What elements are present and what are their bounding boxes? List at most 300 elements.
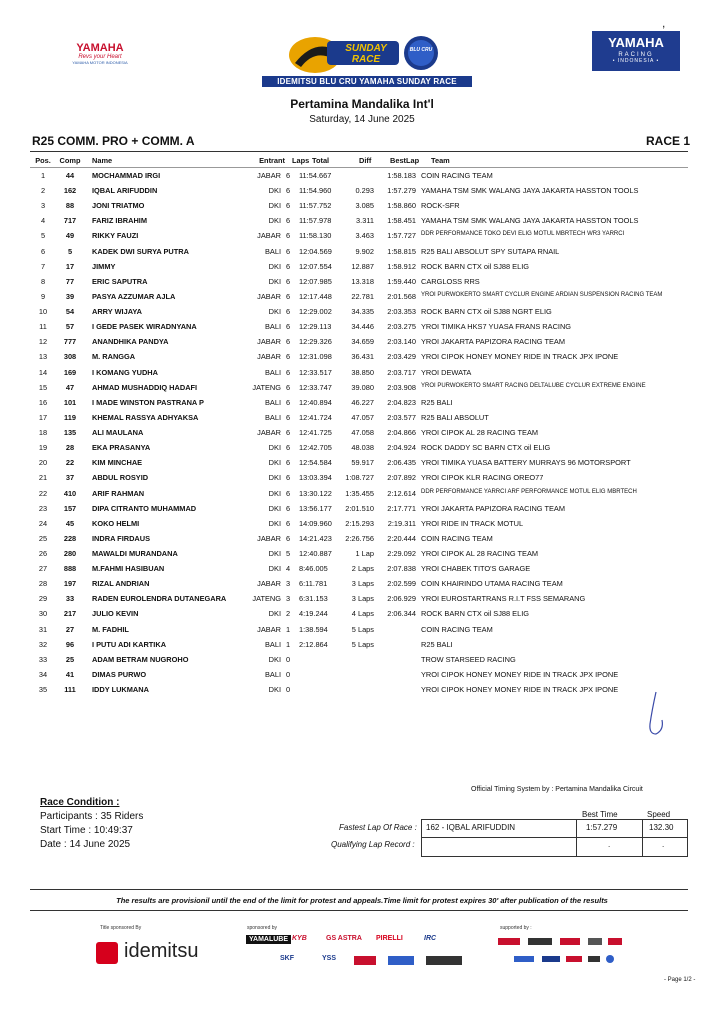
- cell-total: 13:30.122: [299, 488, 332, 498]
- cell-diff: 13.318: [351, 276, 374, 286]
- cell-name: I PUTU ADI KARTIKA: [92, 639, 167, 649]
- cell-comp: 41: [65, 669, 75, 679]
- cell-bestlap: 2:02.599: [387, 579, 416, 589]
- cell-total: 2:12.864: [299, 639, 328, 649]
- cell-pos: 12: [38, 337, 48, 347]
- cell-bestlap: 2:04.924: [387, 443, 416, 453]
- cell-team: YROI CIPOK AL 28 RACING TEAM: [421, 549, 539, 558]
- cell-comp: 157: [63, 503, 77, 513]
- cell-comp: 27: [65, 624, 75, 634]
- cell-laps: 5: [285, 549, 291, 558]
- cell-laps: 3: [285, 594, 291, 604]
- yamaha-racing-logo: [592, 31, 680, 71]
- cell-name: FARIZ IBRAHIM: [92, 216, 148, 226]
- table-row: [0, 473, 724, 487]
- supporter-logo-5: [608, 938, 622, 945]
- cell-entrant: BALI: [264, 322, 281, 332]
- cell-laps: 6: [285, 201, 291, 211]
- table-row: [0, 519, 724, 533]
- cell-pos: 20: [38, 458, 48, 468]
- cell-team: YAMAHA TSM SMK WALANG JAYA JAKARTA HASSTON TOOLS: [421, 216, 639, 226]
- cell-pos: 6: [40, 246, 46, 256]
- cell-bestlap: 1:58.451: [387, 216, 416, 226]
- race-condition-title: Race Condition :: [40, 797, 120, 808]
- cell-total: 8:46.005: [299, 564, 328, 574]
- table-row: [0, 549, 724, 563]
- col-name: Name: [92, 156, 113, 165]
- cell-entrant: BALI: [264, 412, 281, 422]
- cell-total: 4:19.244: [299, 609, 328, 619]
- sponsor-logos: [246, 935, 466, 967]
- cell-laps: 6: [285, 533, 291, 543]
- table-row: [0, 504, 724, 518]
- supporter-logo-8: [566, 956, 582, 962]
- cell-entrant: JABAR: [257, 171, 281, 180]
- cell-laps: 6: [285, 322, 291, 332]
- col-pos: Pos.: [35, 156, 51, 165]
- cell-team: YROI CIPOK AL 28 RACING TEAM: [421, 428, 539, 438]
- cell-entrant: DKI: [268, 443, 281, 453]
- cell-entrant: DKI: [268, 488, 281, 498]
- table-row: [0, 640, 724, 654]
- cell-total: 12:33.747: [299, 382, 332, 392]
- cell-name: ADAM BETRAM NUGROHO: [92, 654, 189, 664]
- cell-team: YROI JAKARTA PAPIZORA RACING TEAM: [421, 503, 566, 513]
- cell-entrant: JATENG: [252, 382, 281, 392]
- cell-team: YROI CIPOK HONEY MONEY RIDE IN TRACK JPX IPONE: [421, 685, 619, 695]
- signature-mark: [642, 690, 672, 740]
- cell-comp: 228: [63, 533, 77, 543]
- cell-laps: 6: [285, 261, 291, 271]
- cell-pos: 25: [38, 533, 48, 543]
- provisional-disclaimer: The results are provisionil until the end of the limit for protest and appeals.Time limit for protest expires 30' after publication of the results: [116, 896, 608, 905]
- cell-comp: 88: [65, 201, 75, 211]
- page-number: - Page 1/2 -: [664, 977, 696, 983]
- blu-cru-badge: BLU CRU: [409, 47, 433, 53]
- cell-pos: 13: [38, 352, 48, 362]
- table-row: [0, 428, 724, 442]
- cell-pos: 28: [38, 579, 48, 589]
- cell-name: AHMAD MUSHADDIQ HADAFI: [92, 382, 198, 392]
- cell-name: M.FAHMI HASIBUAN: [92, 564, 165, 574]
- cell-bestlap: 2:03.275: [387, 322, 416, 332]
- table-row: [0, 277, 724, 291]
- cell-total: 1:38.594: [299, 624, 328, 634]
- cell-entrant: DKI: [268, 201, 281, 211]
- table-row: [0, 609, 724, 623]
- cell-team: YROI PURWOKERTO SMART RACING DELTALUBE CYCLUR EXTREME ENGINE: [421, 382, 646, 389]
- cell-bestlap: 2:03.717: [387, 367, 416, 377]
- cell-diff: 2:01.510: [345, 503, 374, 513]
- cell-diff: 2 Laps: [351, 564, 374, 574]
- col-laps: Laps: [292, 156, 310, 165]
- cell-bestlap: 2:03.140: [387, 337, 416, 347]
- cell-entrant: BALI: [264, 669, 281, 679]
- cell-comp: 217: [63, 609, 77, 619]
- cell-pos: 26: [38, 549, 48, 558]
- cell-bestlap: 2:03.353: [387, 307, 416, 317]
- cell-name: JIMMY: [92, 261, 116, 271]
- cell-team: YROI CIPOK HONEY MONEY RIDE IN TRACK JPX IPONE: [421, 669, 619, 679]
- qualifying-speed-placeholder: .: [662, 840, 665, 849]
- cell-laps: 6: [285, 458, 291, 468]
- best-time-header: Best Time: [582, 810, 618, 819]
- cell-bestlap: 2:17.771: [387, 503, 416, 513]
- table-row: [0, 337, 724, 351]
- table-row: [0, 352, 724, 366]
- sponsor-yss: YSS: [322, 955, 337, 962]
- event-name-banner: IDEMITSU BLU CRU YAMAHA SUNDAY RACE: [262, 76, 472, 87]
- box-col-divider-1: [576, 820, 577, 856]
- cell-team: YROI TIMIKA YUASA BATTERY MURRAYS 96 MOTORSPORT: [421, 458, 631, 468]
- cell-pos: 2: [40, 186, 46, 196]
- cell-laps: 6: [285, 171, 291, 180]
- supporter-logo-2: [528, 938, 552, 945]
- cell-pos: 22: [38, 488, 48, 498]
- cell-comp: 17: [65, 261, 75, 271]
- cell-entrant: DKI: [268, 261, 281, 271]
- cell-bestlap: 1:57.279: [387, 186, 416, 196]
- cell-team: CARGLOSS RRS: [421, 276, 480, 286]
- cell-laps: 6: [285, 276, 291, 286]
- cell-diff: 34.446: [351, 322, 374, 332]
- cell-name: RIKKY FAUZI: [92, 231, 139, 241]
- circuit-name: Pertamina Mandalika Int'l: [290, 97, 434, 111]
- cell-pos: 7: [40, 261, 46, 271]
- cell-entrant: DKI: [268, 609, 281, 619]
- cell-total: 11:54.667: [299, 171, 332, 180]
- cell-entrant: DKI: [268, 564, 281, 574]
- cell-pos: 4: [40, 216, 46, 226]
- cell-bestlap: 2:03.908: [387, 382, 416, 392]
- cell-pos: 10: [38, 307, 48, 317]
- cell-entrant: DKI: [268, 503, 281, 513]
- cell-bestlap: 2:12.614: [387, 488, 416, 498]
- cell-name: ARRY WIJAYA: [92, 307, 142, 317]
- cell-comp: 5: [67, 246, 73, 256]
- table-row: [0, 307, 724, 321]
- cell-laps: 1: [285, 639, 291, 649]
- cell-team: R25 BALI: [421, 397, 453, 407]
- table-row: [0, 383, 724, 397]
- participants-count: Participants : 35 Riders: [40, 811, 144, 822]
- cell-laps: 6: [285, 307, 291, 317]
- table-row: [0, 247, 724, 261]
- cell-laps: 0: [285, 669, 291, 679]
- table-row: [0, 368, 724, 382]
- cell-total: 11:57.752: [299, 201, 332, 211]
- sponsored-by-label: sponsored by: [247, 925, 278, 931]
- cell-diff: 59.917: [351, 458, 374, 468]
- box-divider: [422, 837, 687, 838]
- cell-diff: 3.311: [356, 216, 374, 226]
- cell-name: M. RANGGA: [92, 352, 136, 362]
- cell-comp: 37: [65, 473, 75, 483]
- cell-pos: 1: [40, 171, 46, 180]
- cell-comp: 308: [63, 352, 77, 362]
- supporter-logo-6: [514, 956, 534, 962]
- cell-name: ARIF RAHMAN: [92, 488, 145, 498]
- cell-entrant: DKI: [268, 458, 281, 468]
- cell-laps: 6: [285, 443, 291, 453]
- cell-team: YROI JAKARTA PAPIZORA RACING TEAM: [421, 337, 566, 347]
- cell-name: I KOMANG YUDHA: [92, 367, 158, 377]
- supported-by-label: supported by :: [500, 925, 532, 931]
- footer-divider-bottom: [30, 910, 688, 911]
- cell-laps: 6: [285, 473, 291, 483]
- sponsor-pirelli: PIRELLI: [376, 935, 403, 942]
- cell-team: R25 BALI ABSOLUT SPY SUTAPA RNAIL: [421, 246, 560, 256]
- cell-pos: 17: [38, 412, 48, 422]
- cell-comp: 33: [65, 594, 75, 604]
- cell-pos: 11: [39, 322, 47, 332]
- race-date: Date : 14 June 2025: [40, 839, 131, 850]
- cell-name: JULIO KEVIN: [92, 609, 139, 619]
- cell-team: YROI RIDE IN TRACK MOTUL: [421, 518, 524, 528]
- cell-team: COIN RACING TEAM: [421, 533, 493, 543]
- col-entrant: Entrant: [259, 156, 285, 165]
- supporter-logo-7: [542, 956, 560, 962]
- cell-team: YAMAHA TSM SMK WALANG JAYA JAKARTA HASSTON TOOLS: [421, 186, 639, 196]
- cell-name: KIM MINCHAE: [92, 458, 143, 468]
- cell-team: YROI CIPOK HONEY MONEY RIDE IN TRACK JPX IPONE: [421, 352, 619, 362]
- cell-laps: 2: [285, 609, 291, 619]
- cell-comp: 28: [65, 443, 75, 453]
- cell-entrant: DKI: [268, 549, 281, 558]
- cell-team: YROI CIPOK KLR RACING OREO77: [421, 473, 544, 483]
- official-timing-note: Official Timing System by : Pertamina Mandalika Circuit: [471, 786, 643, 793]
- cell-total: 11:54.960: [299, 186, 332, 196]
- table-row: [0, 670, 724, 684]
- cell-laps: 6: [285, 397, 291, 407]
- cell-team: ROCK BARN CTX oil SJ88 ELIG: [421, 261, 530, 271]
- col-total: Total: [312, 156, 330, 165]
- cell-total: 12:42.705: [299, 443, 332, 453]
- cell-laps: 6: [285, 216, 291, 226]
- cell-name: I MADE WINSTON PASTRANA P: [92, 397, 204, 407]
- cell-diff: 47.057: [351, 412, 374, 422]
- col-comp: Comp: [59, 156, 81, 165]
- yamaha-right-racing: RACING: [618, 52, 654, 58]
- cell-diff: 34.659: [351, 337, 374, 347]
- supporter-logo-1: [498, 938, 520, 945]
- cell-diff: 1:08.727: [345, 473, 374, 483]
- cell-name: PASYA AZZUMAR AJLA: [92, 291, 176, 301]
- sunday-race-logo: [285, 33, 445, 75]
- cell-diff: 39.080: [351, 382, 374, 392]
- cell-total: 6:31.153: [299, 594, 328, 604]
- cell-total: 11:58.130: [299, 231, 332, 241]
- cell-total: 12:54.584: [299, 458, 332, 468]
- cell-entrant: JABAR: [257, 533, 281, 543]
- cell-pos: 31: [38, 624, 48, 634]
- col-bestlap: BestLap: [390, 156, 420, 165]
- col-diff: Diff: [359, 156, 372, 165]
- cell-comp: 44: [65, 171, 75, 180]
- supporter-logo-9: [588, 956, 600, 962]
- supporter-logo-4: [588, 938, 602, 945]
- cell-entrant: JABAR: [257, 337, 281, 347]
- cell-diff: 1 Lap: [355, 549, 374, 558]
- cell-comp: 96: [65, 639, 75, 649]
- race-number: RACE 1: [646, 134, 691, 148]
- table-row: [0, 216, 724, 230]
- cell-laps: 0: [285, 654, 291, 664]
- cell-entrant: BALI: [264, 639, 281, 649]
- cell-total: 12:07.554: [299, 261, 332, 271]
- cell-total: 12:31.098: [299, 352, 332, 362]
- cell-laps: 6: [285, 412, 291, 422]
- cell-entrant: BALI: [264, 246, 281, 256]
- cell-total: 12:07.985: [299, 276, 332, 286]
- table-row: [0, 579, 724, 593]
- cell-comp: 57: [65, 322, 75, 332]
- yamaha-right-country: • INDONESIA •: [612, 58, 660, 64]
- cell-diff: 3.085: [355, 201, 374, 211]
- corner-mark: ,: [662, 16, 666, 30]
- table-row: [0, 201, 724, 215]
- cell-comp: 162: [63, 186, 77, 196]
- cell-team: R25 BALI ABSOLUT: [421, 412, 489, 422]
- cell-name: MOCHAMMAD IRGI: [92, 171, 161, 180]
- cell-total: 12:29.002: [299, 307, 332, 317]
- cell-name: KADEK DWI SURYA PUTRA: [92, 246, 189, 256]
- cell-team: COIN KHAIRINDO UTAMA RACING TEAM: [421, 579, 563, 589]
- cell-name: DIPA CITRANTO MUHAMMAD: [92, 503, 197, 513]
- cell-laps: 0: [285, 685, 291, 695]
- cell-team: ROCK BARN CTX oil SJ88 ELIG: [421, 609, 530, 619]
- cell-bestlap: 2:20.444: [387, 533, 416, 543]
- cell-name: ANANDHIKA PANDYA: [92, 337, 169, 347]
- cell-team: ROCK-SFR: [421, 201, 460, 211]
- cell-entrant: JATENG: [252, 594, 281, 604]
- cell-total: 11:57.978: [299, 216, 332, 226]
- class-title: R25 COMM. PRO + COMM. A: [32, 134, 195, 148]
- cell-name: JONI TRIATMO: [92, 201, 145, 211]
- table-row: [0, 171, 724, 185]
- yamaha-logo-left: [60, 42, 140, 65]
- cell-pos: 14: [38, 367, 48, 377]
- cell-bestlap: 1:58.860: [387, 201, 416, 211]
- table-row: [0, 398, 724, 412]
- cell-bestlap: 2:04.823: [387, 397, 416, 407]
- cell-diff: 3.463: [355, 231, 374, 241]
- sponsor-skf: SKF: [280, 955, 294, 962]
- cell-comp: 101: [63, 397, 77, 407]
- cell-diff: 36.431: [351, 352, 374, 362]
- table-row: [0, 186, 724, 200]
- cell-team: R25 BALI: [421, 639, 453, 649]
- table-header-divider: [30, 167, 688, 168]
- cell-diff: 5 Laps: [351, 639, 374, 649]
- cell-total: 14:21.423: [299, 533, 332, 543]
- cell-laps: 6: [285, 382, 291, 392]
- cell-pos: 35: [38, 685, 48, 695]
- cell-comp: 280: [63, 549, 77, 558]
- cell-bestlap: 2:01.568: [387, 291, 416, 301]
- cell-team: YROI DEWATA: [421, 367, 472, 377]
- yamaha-left-tagline: Revs your Heart: [78, 54, 122, 60]
- cell-diff: 34.335: [351, 307, 374, 317]
- cell-name: ERIC SAPUTRA: [92, 276, 148, 286]
- cell-laps: 6: [285, 352, 291, 362]
- cell-laps: 6: [285, 337, 291, 347]
- cell-bestlap: 2:07.838: [387, 564, 416, 574]
- cell-bestlap: 2:04.866: [387, 428, 416, 438]
- cell-team: TROW STARSEED RACING: [421, 654, 516, 664]
- cell-team: YROI EUROSTARTRANS R.I.T FSS SEMARANG: [421, 594, 586, 604]
- idemitsu-logo: idemitsu: [124, 940, 199, 962]
- cell-entrant: DKI: [268, 186, 281, 196]
- cell-diff: 9.902: [355, 246, 374, 256]
- cell-name: MAWALDI MURANDANA: [92, 549, 178, 558]
- fastest-lap-box: [421, 819, 688, 857]
- cell-laps: 6: [285, 186, 291, 196]
- yamaha-right-word: YAMAHA: [608, 35, 664, 50]
- cell-bestlap: 1:58.183: [387, 171, 416, 180]
- cell-name: INDRA FIRDAUS: [92, 533, 151, 543]
- cell-bestlap: 2:06.344: [387, 609, 416, 619]
- cell-entrant: DKI: [268, 276, 281, 286]
- cell-laps: 6: [285, 503, 291, 513]
- cell-comp: 169: [63, 367, 77, 377]
- cell-entrant: DKI: [268, 216, 281, 226]
- cell-pos: 5: [40, 231, 46, 241]
- cell-comp: 119: [64, 412, 76, 422]
- cell-pos: 16: [38, 397, 48, 407]
- cell-entrant: JABAR: [257, 352, 281, 362]
- cell-laps: 1: [285, 624, 291, 634]
- table-row: [0, 322, 724, 336]
- speed-header: Speed: [647, 810, 671, 819]
- sponsor-irc: IRC: [424, 935, 437, 942]
- cell-name: I GEDE PASEK WIRADNYANA: [92, 322, 197, 332]
- cell-pos: 19: [38, 443, 48, 453]
- cell-name: IDDY LUKMANA: [92, 685, 149, 695]
- cell-entrant: BALI: [264, 397, 281, 407]
- cell-name: DIMAS PURWO: [92, 669, 147, 679]
- cell-laps: 4: [285, 564, 291, 574]
- cell-comp: 45: [65, 518, 75, 528]
- cell-entrant: JABAR: [257, 579, 281, 589]
- start-time: Start Time : 10:49:37: [40, 825, 133, 836]
- cell-total: 12:04.569: [299, 246, 332, 256]
- cell-comp: 410: [63, 488, 77, 498]
- cell-bestlap: 2:07.892: [387, 473, 416, 483]
- sponsor-kyb: KYB: [292, 935, 307, 942]
- cell-comp: 197: [63, 579, 77, 589]
- cell-name: RIZAL ANDRIAN: [92, 579, 150, 589]
- cell-pos: 27: [38, 564, 48, 574]
- title-sponsor-label: Title sponsored By: [100, 925, 142, 931]
- cell-team: YROI TIMIKA HKS7 YUASA FRANS RACING: [421, 322, 572, 332]
- table-row: [0, 564, 724, 578]
- sponsor-yamalube: YAMALUBE: [246, 935, 291, 944]
- cell-diff: 48.038: [351, 443, 374, 453]
- sunday-race-text: SUNDAY RACE: [345, 43, 387, 65]
- cell-comp: 54: [65, 307, 75, 317]
- cell-bestlap: 2:03.577: [387, 412, 416, 422]
- cell-diff: 47.058: [351, 428, 374, 438]
- cell-pos: 29: [38, 594, 48, 604]
- cell-total: 12:41.724: [299, 412, 332, 422]
- cell-diff: 3 Laps: [351, 579, 374, 589]
- cell-total: 13:03.394: [299, 473, 332, 483]
- fastest-lap-time: 1:57.279: [586, 823, 618, 832]
- cell-comp: 717: [63, 216, 77, 226]
- cell-diff: 5 Laps: [351, 624, 374, 634]
- cell-name: EKA PRASANYA: [92, 443, 151, 453]
